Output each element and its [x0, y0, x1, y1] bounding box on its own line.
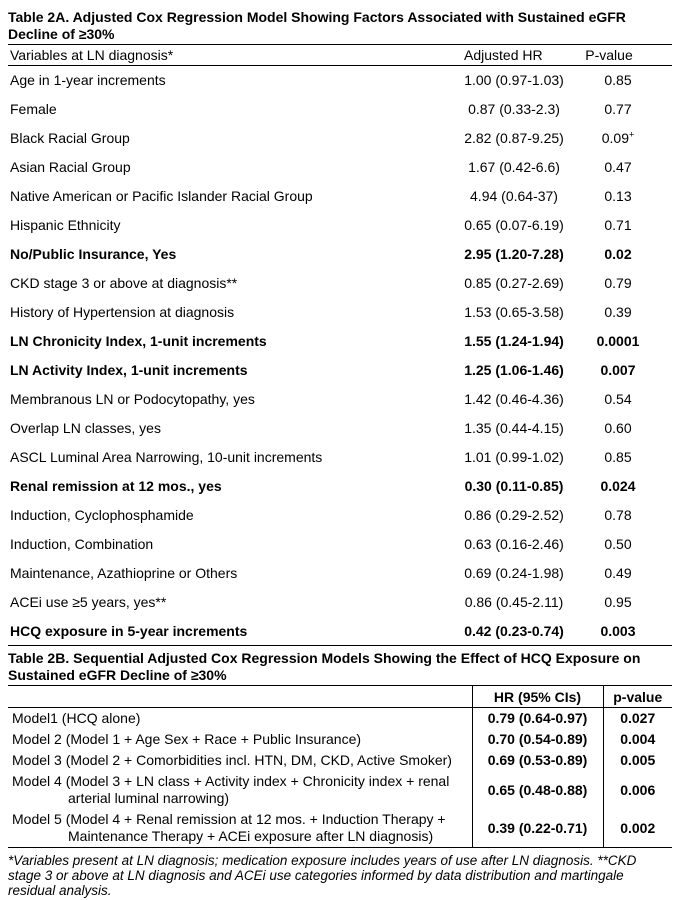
- p-value: 0.60: [604, 420, 632, 436]
- hr-value: 0.63 (0.16-2.46): [464, 536, 564, 552]
- variable-label: Induction, Combination: [10, 536, 154, 552]
- p-value: 0.71: [604, 217, 632, 233]
- table-row: [8, 617, 672, 646]
- column-header-hr-95ci: HR (95% CIs): [472, 686, 603, 708]
- p-value: 0.50: [604, 536, 632, 552]
- table-2b: [8, 685, 672, 848]
- hr-value: 1.00 (0.97-1.03): [464, 72, 564, 89]
- table-row: [8, 809, 672, 848]
- variable-label: Hispanic Ethnicity: [10, 217, 121, 233]
- p-value: 0.004: [603, 729, 672, 750]
- hr-value: 0.65 (0.07-6.19): [464, 217, 564, 233]
- table-2a-body: [8, 66, 672, 646]
- p-value: 0.002: [603, 809, 672, 848]
- variable-label: Model1 (HCQ alone): [12, 710, 141, 726]
- hr-value: 0.69 (0.53-0.89): [472, 750, 603, 771]
- variable-label: No/Public Insurance, Yes: [10, 246, 177, 262]
- column-header-model: [8, 686, 472, 708]
- variable-label: HCQ exposure in 5-year increments: [10, 622, 248, 639]
- hr-value: 1.25 (1.06-1.46): [464, 362, 564, 378]
- column-header-adjusted-hr: Adjusted HR: [464, 45, 564, 66]
- p-value: 0.54: [604, 391, 632, 407]
- variable-label: LN Activity Index, 1-unit increments: [10, 362, 248, 378]
- hr-value: 0.39 (0.22-0.71): [472, 809, 603, 848]
- p-value: 0.47: [604, 159, 632, 175]
- table-2b-body: [8, 708, 672, 848]
- table-row: [8, 588, 672, 617]
- variable-label: LN Chronicity Index, 1-unit increments: [10, 333, 267, 349]
- variable-label: CKD stage 3 or above at diagnosis**: [10, 275, 238, 291]
- p-value: 0.0001: [596, 333, 640, 349]
- table-row: [8, 356, 672, 385]
- column-header-variables: Variables at LN diagnosis*: [8, 45, 464, 66]
- hr-value: 1.53 (0.65-3.58): [464, 304, 564, 320]
- hr-value: 0.30 (0.11-0.85): [464, 478, 564, 494]
- variable-label: Renal remission at 12 mos., yes: [10, 478, 222, 494]
- variable-label: Model 4 (Model 3 + LN class + Activity index + Chronicity index + renal arterial luminal narrowing): [12, 773, 450, 806]
- hr-value: 2.82 (0.87-9.25): [464, 130, 564, 146]
- hr-value: 4.94 (0.64-37): [470, 188, 558, 204]
- table-row: [8, 750, 672, 771]
- hr-value: 0.42 (0.23-0.74): [464, 622, 564, 639]
- table-row: [8, 530, 672, 559]
- variable-label: Membranous LN or Podocytopathy, yes: [10, 391, 255, 407]
- table-2b-title: Table 2B. Sequential Adjusted Cox Regression Models Showing the Effect of HCQ Exposure on Sustained eGFR Decline of ≥30%: [8, 650, 641, 683]
- table-row: [8, 729, 672, 750]
- hr-value: 2.95 (1.20-7.28): [464, 246, 564, 262]
- p-value: 0.77: [604, 101, 632, 117]
- table-2b-header-row: [8, 686, 672, 708]
- column-header-p-value: p-value: [603, 686, 672, 708]
- p-value: 0.006: [603, 771, 672, 809]
- p-value: 0.09+: [601, 129, 635, 146]
- hr-value: 0.86 (0.45-2.11): [464, 594, 564, 610]
- variable-label: Age in 1-year increments: [10, 72, 166, 89]
- table-row: [8, 298, 672, 327]
- table-row: [8, 443, 672, 472]
- table-row: [8, 66, 672, 95]
- p-value-superscript: +: [628, 129, 635, 140]
- p-value: 0.78: [604, 507, 632, 523]
- variable-label: Maintenance, Azathioprine or Others: [10, 565, 238, 581]
- p-value: 0.027: [603, 708, 672, 730]
- hr-value: 1.01 (0.99-1.02): [464, 449, 564, 465]
- hr-value: 1.42 (0.46-4.36): [464, 391, 564, 407]
- variable-label: ACEi use ≥5 years, yes**: [10, 594, 167, 610]
- table-row: [8, 153, 672, 182]
- table-row: [8, 327, 672, 356]
- variable-label: Native American or Pacific Islander Racial Group: [10, 188, 313, 204]
- table-row: [8, 240, 672, 269]
- variable-label: Overlap LN classes, yes: [10, 420, 161, 436]
- variable-label: Black Racial Group: [10, 130, 130, 146]
- variable-label: Asian Racial Group: [10, 159, 131, 175]
- table-row: [8, 269, 672, 298]
- p-value: 0.95: [604, 594, 632, 610]
- p-value: 0.13: [604, 188, 632, 204]
- p-value: 0.49: [604, 565, 632, 581]
- variable-label: ASCL Luminal Area Narrowing, 10-unit increments: [10, 449, 323, 465]
- column-header-p-value: P-value: [564, 45, 672, 66]
- p-value: 0.003: [600, 622, 636, 639]
- hr-value: 0.69 (0.24-1.98): [464, 565, 564, 581]
- variable-label: Model 3 (Model 2 + Comorbidities incl. HTN, DM, CKD, Active Smoker): [12, 752, 452, 768]
- variable-label: History of Hypertension at diagnosis: [10, 304, 235, 320]
- p-value: 0.85: [604, 72, 632, 89]
- table-row: [8, 559, 672, 588]
- table-row: [8, 211, 672, 240]
- table-footnote: *Variables present at LN diagnosis; medication exposure includes years of use after LN diagnosis. **CKD stage 3 or above at LN diagnosis and ACEi use categories informed by data distribution and martingale residual analysis.: [8, 853, 637, 898]
- table-row: [8, 182, 672, 211]
- hr-value: 0.87 (0.33-2.3): [468, 101, 560, 117]
- table-row: [8, 708, 672, 730]
- hr-value: 0.85 (0.27-2.69): [464, 275, 564, 291]
- p-value: 0.007: [600, 362, 636, 378]
- variable-label: Female: [10, 101, 57, 117]
- table-2a-header-row: [8, 45, 672, 66]
- p-value: 0.79: [604, 275, 632, 291]
- p-value: 0.85: [604, 449, 632, 465]
- variable-label: Model 5 (Model 4 + Renal remission at 12 mos. + Induction Therapy + Maintenance Therapy + ACEi exposure after LN diagnosis): [12, 811, 446, 844]
- hr-value: 0.70 (0.54-0.89): [472, 729, 603, 750]
- table-row: [8, 385, 672, 414]
- hr-value: 1.35 (0.44-4.15): [464, 420, 564, 436]
- p-value: 0.02: [604, 246, 632, 262]
- hr-value: 1.67 (0.42-6.6): [468, 159, 560, 175]
- table-row: [8, 95, 672, 124]
- table-row: [8, 771, 672, 809]
- table-row: [8, 472, 672, 501]
- hr-value: 1.55 (1.24-1.94): [464, 333, 564, 349]
- table-row: [8, 501, 672, 530]
- hr-value: 0.79 (0.64-0.97): [472, 708, 603, 730]
- table-row: [8, 124, 672, 153]
- p-value: 0.39: [604, 304, 632, 320]
- p-value: 0.005: [603, 750, 672, 771]
- table-row: [8, 414, 672, 443]
- variable-label: Model 2 (Model 1 + Age Sex + Race + Public Insurance): [12, 731, 362, 747]
- hr-value: 0.65 (0.48-0.88): [472, 771, 603, 809]
- table-2a-title: Table 2A. Adjusted Cox Regression Model Showing Factors Associated with Sustained eGFR Decline of ≥30%: [8, 9, 626, 42]
- table-2a: [8, 44, 672, 646]
- hr-value: 0.86 (0.29-2.52): [464, 507, 564, 523]
- variable-label: Induction, Cyclophosphamide: [10, 507, 194, 523]
- p-value: 0.024: [600, 478, 636, 494]
